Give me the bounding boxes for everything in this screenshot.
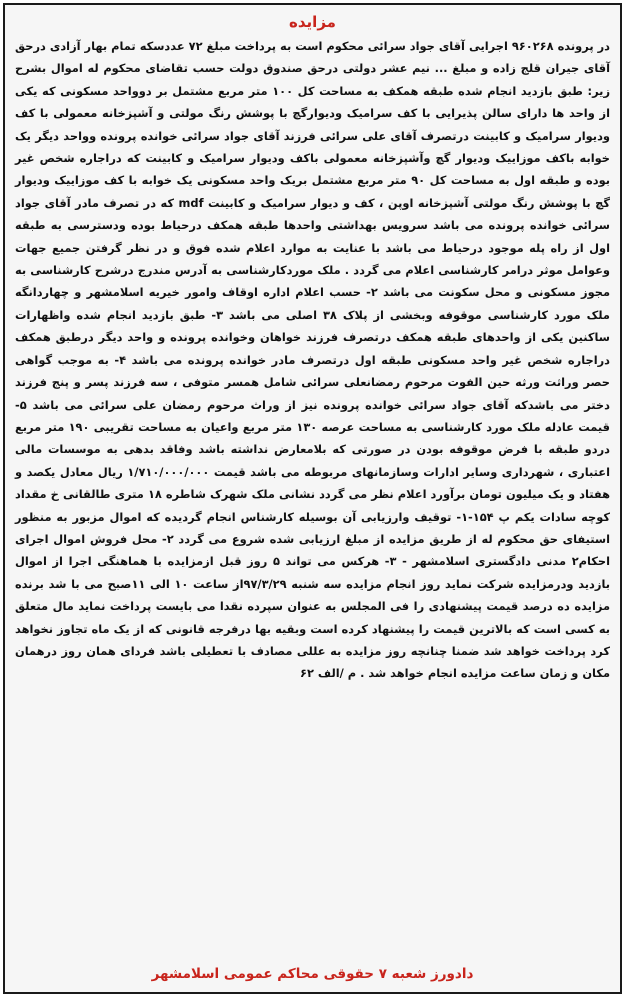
- notice-body: در پرونده ۹۶۰۲۶۸ اجرایی آقای جواد سرائی محکوم است به پرداخت مبلغ ۷۲ عددسکه تمام بهار آزادی درحق آقای جیران قلج زاده و مبلغ ... نیم عشر دولتی درحق صندوق دولت حسب تقاضای محکوم له اموال بشرح زیر: طبق بازدید انجام شده طبقه همکف به مساحت کل ۱۰۰ متر مربع مشتمل بر دوواحد مسکونی که یکی از واحد ها دارای سالن پذیرایی با کف سرامیک ودیوارگچ با پوشش رنگ مولتی و آشپزخانه معمولی با کف ودیوار سرامیک و کابینت درتصرف آقای علی سرائی فرزند آقای جواد سرائی خوانده پرونده وواحد دیگر یک خوابه باکف موزاییک ودیوار گچ وآشپزخانه معمولی باکف ودیوار سرامیک و کابینت که دراجاره شخص غیر بوده و طبقه اول به مساحت کل ۹۰ متر مربع مشتمل بریک واحد مسکونی یک خوابه با کف موزاییک ودیوار گچ با پوشش رنگ مولتی آشپزخانه اوپن ، کف و دیوار سرامیک و کابینت mdf که در تصرف مادر آقای جواد سرائی خوانده پرونده می باشد سرویس بهداشتی واحدها طبقه همکف درحیاط بوده ودسترسی به طبقه اول از راه پله موجود درحیاط می باشد با عنایت به موارد اعلام شده فوق و در نظر گرفتن جمیع جهات وعوامل موثر درامر کارشناسی اعلام می گردد . ملک موردکارشناسی به آدرس مندرج درشرح کارشناسی به مجوز مسکونی و محل سکونت می باشد ۲- حسب اعلام اداره اوقاف وامور خیریه اسلامشهر و چهاردانگه ملک مورد کارشناسی موقوفه وبخشی از پلاک ۳۸ اصلی می باشد ۳- طبق بازدید انجام شده واظهارات ساکنین یکی از واحدهای طبقه همکف درتصرف فرزند خواهان وخوانده پرونده و واحد دیگر درطبق همکف دراجاره شخص غیر واحد مسکونی طبقه اول درتصرف مادر خوانده پرونده می باشد ۴- به موجب گواهی حصر وراثت ورثه حین الفوت مرحوم رمضانعلی سرائی شامل همسر متوفی ، سه فرزند پسر و پنج فرزند دختر می باشدکه آقای جواد سرائی خوانده پرونده نیز از وراث مرحوم رمضان علی سرائی می باشد ۵- قیمت عادله ملک مورد کارشناسی به مساحت عرصه ۱۳۰ متر مربع واعیان به مساحت تقریبی ۱۹۰ متر مربع دردو طبقه با فرض موقوفه بودن در صورتی که بلامعارض نداشته باشد وفاقد بدهی به موسسات مالی اعتباری ، شهرداری وسایر ادارات وسازمانهای مربوطه می باشد قیمت ۱/۷۱۰/۰۰۰/۰۰۰ ریال معادل یکصد و هفتاد و یک میلیون تومان برآورد اعلام نظر می گردد نشانی ملک شهرک شاطره ۱۸ متری طالقانی خ مقداد کوچه سادات یکم پ ۱۵۴-۱- توقیف وارزیابی آن بوسیله کارشناس انجام گردیده که اموال مزبور به منظور استیفای حق محکوم له از طریق مزایده از مبلغ ارزیابی شده شروع می گردد ۲- محل فروش اموال اجرای احکام۲ مدنی دادگستری اسلامشهر - ۳- هرکس می تواند ۵ روز قبل ازمزایده با هماهنگی اجرا از اموال بازدید ودرمزایده شرکت نماید روز انجام مزایده سه شنبه ۹۷/۳/۲۹از ساعت ۱۰ الی ۱۱صبح می با شد برنده مزایده ده درصد قیمت پیشنهادی را فی المجلس به عنوان سپرده نقدا می بایست پرداخت نماید مال متعلق به کسی است که بالاترین قیمت را پیشنهاد کرده است وبقیه بها درفرجه قانونی که از یک ماه تجاوز نخواهد کرد پرداخت خواهد شد ضمنا چنانچه روز مزایده به عللی مصادف با تعطیلی باشد فردای همان روز درهمان مکان و زمان ساعت مزایده انجام خواهد شد . م /الف ۶۲: [15, 39, 611, 681]
- notice-signature: دادورز شعبه ۷ حقوقی محاکم عمومی اسلامشهر: [151, 966, 474, 982]
- auction-notice: [3, 3, 622, 994]
- notice-title: مزایده: [289, 13, 336, 31]
